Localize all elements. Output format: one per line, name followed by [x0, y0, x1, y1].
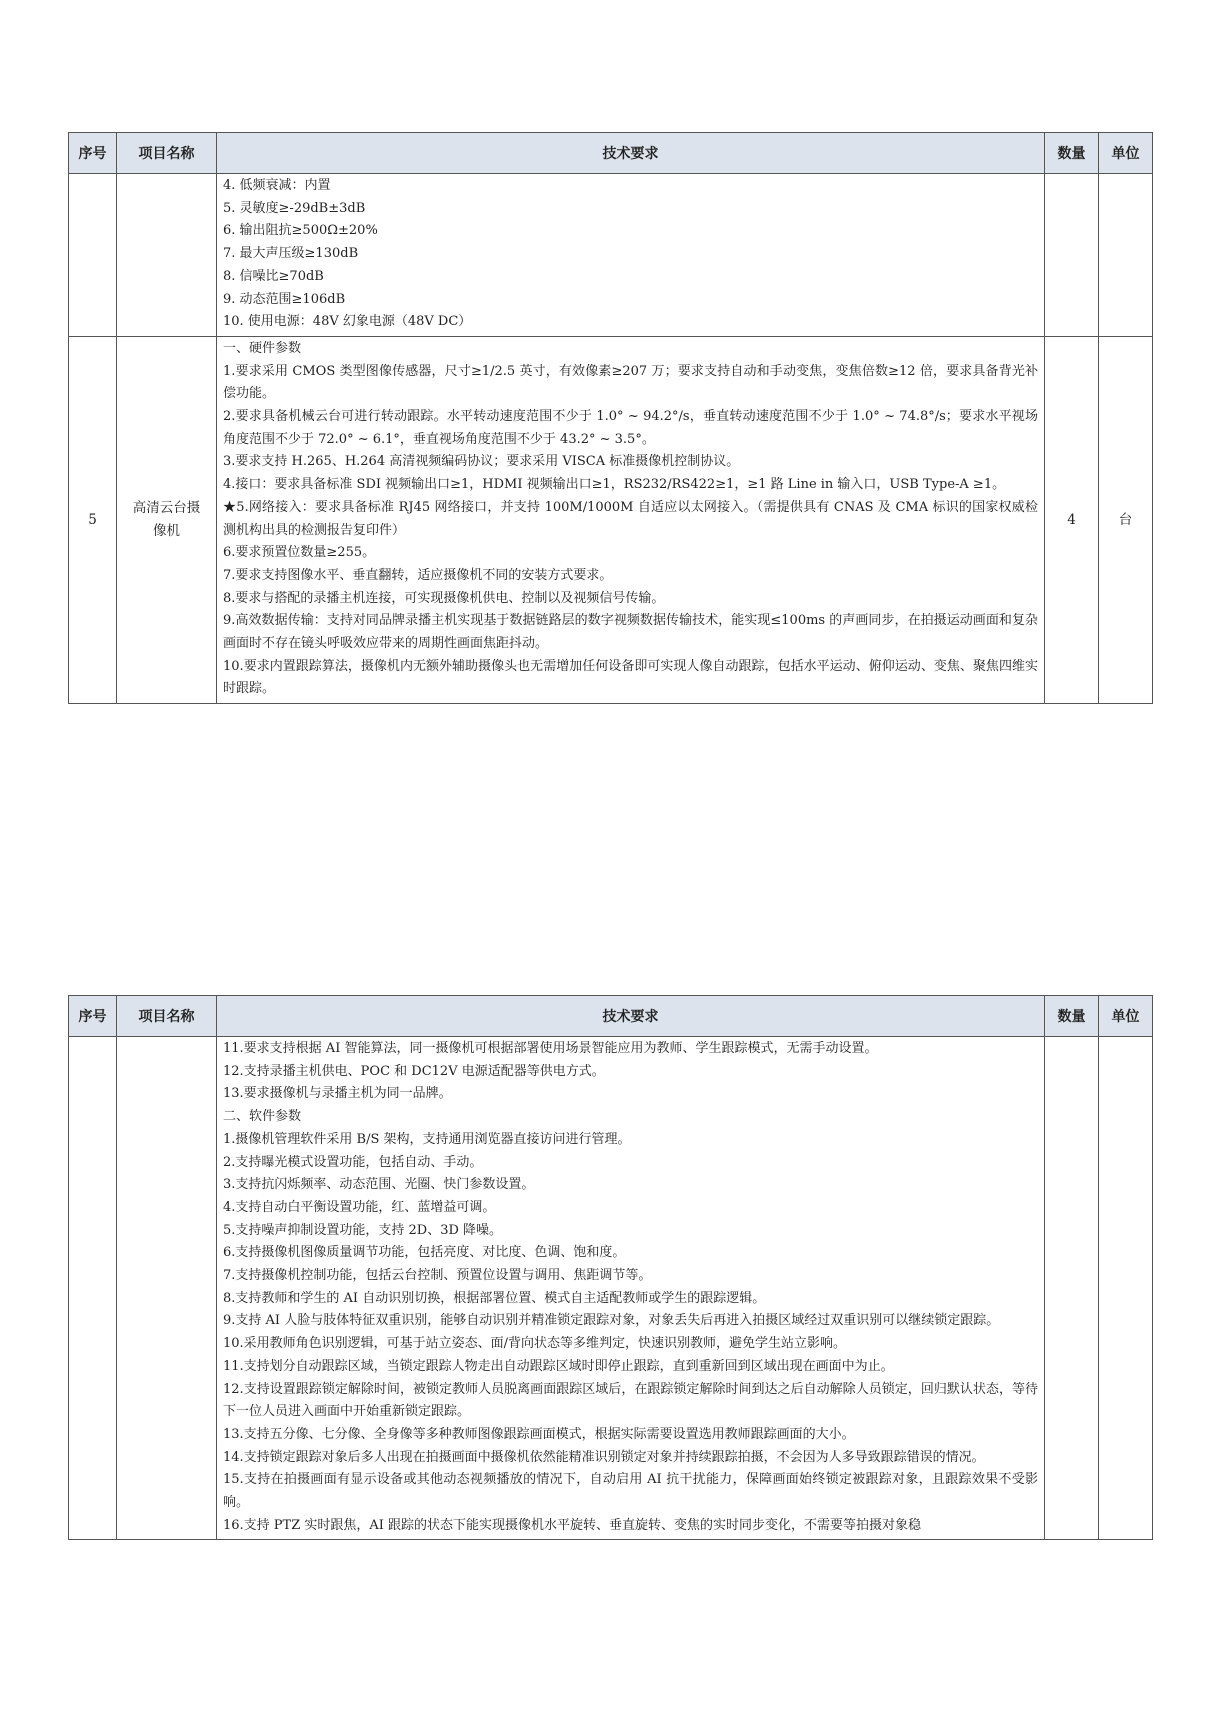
cell-unit: 台	[1099, 336, 1153, 703]
req-line: 9.高效数据传输：支持对同品牌录播主机实现基于数据链路层的数字视频数据传输技术，能实现≤100ms 的声画同步，在拍摄运动画面和复杂画面时不存在镜头呼吸效应带来的周期性画面焦距抖动。	[223, 613, 1038, 652]
req-line: 14.支持锁定跟踪对象后多人出现在拍摄画面中摄像机依然能精准识别锁定对象并持续跟踪拍摄，不会因为人多导致跟踪错误的情况。	[223, 1449, 985, 1465]
req-line: 15.支持在拍摄画面有显示设备或其他动态视频播放的情况下，自动启用 AI 抗干扰能力，保障画面始终锁定被跟踪对象，且跟踪效果不受影响。	[223, 1472, 1038, 1511]
spec-table-2	[68, 995, 1153, 1540]
cell-seq	[69, 174, 117, 337]
header-unit: 单位	[1099, 133, 1153, 174]
req-line: 9. 动态范围≥106dB	[223, 291, 346, 307]
spec-table-1	[68, 132, 1153, 704]
req-line: 6. 输出阻抗≥500Ω±20%	[223, 223, 378, 239]
header-requirements: 技术要求	[217, 996, 1045, 1037]
header-seq: 序号	[69, 996, 117, 1037]
req-line: 1.摄像机管理软件采用 B/S 架构，支持通用浏览器直接访问进行管理。	[223, 1131, 631, 1147]
req-line: 8.要求与搭配的录播主机连接，可实现摄像机供电、控制以及视频信号传输。	[223, 590, 665, 606]
req-line: 9.支持 AI 人脸与肢体特征双重识别，能够自动识别并精准锁定跟踪对象，对象丢失后再进入拍摄区域经过双重识别可以继续锁定跟踪。	[223, 1313, 1000, 1329]
table-header-row	[69, 996, 1153, 1037]
req-line: 6.要求预置位数量≥255。	[223, 545, 376, 561]
header-unit: 单位	[1099, 996, 1153, 1037]
header-name: 项目名称	[117, 133, 217, 174]
req-line: 5.支持噪声抑制设置功能，支持 2D、3D 降噪。	[223, 1222, 503, 1238]
req-line: 16.支持 PTZ 实时跟焦，AI 跟踪的状态下能实现摄像机水平旋转、垂直旋转、变焦的实时同步变化，不需要等拍摄对象稳	[223, 1517, 922, 1533]
header-quantity: 数量	[1045, 996, 1099, 1037]
req-line: 5. 灵敏度≥-29dB±3dB	[223, 200, 366, 216]
req-line: 7.要求支持图像水平、垂直翻转，适应摄像机不同的安装方式要求。	[223, 567, 613, 583]
cell-requirements	[217, 174, 1045, 337]
req-line: 4. 低频衰减：内置	[223, 178, 331, 193]
req-line: 10.采用教师角色识别逻辑，可基于站立姿态、面/背向状态等多维判定，快速识别教师，避免学生站立影响。	[223, 1336, 847, 1352]
cell-seq	[69, 1037, 117, 1540]
req-line: 二、软件参数	[223, 1109, 302, 1125]
req-line: 12.支持录播主机供电、POC 和 DC12V 电源适配器等供电方式。	[223, 1063, 605, 1079]
cell-quantity	[1045, 174, 1099, 337]
req-line: 一、硬件参数	[223, 340, 302, 356]
req-line: 10.要求内置跟踪算法，摄像机内无额外辅助摄像头也无需增加任何设备即可实现人像自动跟踪，包括水平运动、俯仰运动、变焦、聚焦四维实时跟踪。	[223, 658, 1038, 697]
req-line: 2.要求具备机械云台可进行转动跟踪。水平转动速度范围不少于 1.0° ~ 94.2°/s，垂直转动速度范围不少于 1.0° ~ 74.8°/s；要求水平视场角度范围不少于 72.0° ~ 6.1°，垂直视场角度范围不少于 43.2° ~ 3.5°。	[223, 409, 1038, 447]
cell-quantity	[1045, 1037, 1099, 1540]
cell-seq: 5	[69, 336, 117, 703]
req-line: 4.接口：要求具备标准 SDI 视频输出口≥1，HDMI 视频输出口≥1，RS232/RS422≥1，≥1 路 Line in 输入口，USB Type-A ≥1。	[223, 477, 1006, 493]
req-line: 7. 最大声压级≥130dB	[223, 246, 359, 262]
req-line: 3.要求支持 H.265、H.264 高清视频编码协议；要求采用 VISCA 标准摄像机控制协议。	[223, 454, 740, 470]
req-line: 3.支持抗闪烁频率、动态范围、光圈、快门参数设置。	[223, 1177, 535, 1193]
req-line: 7.支持摄像机控制功能，包括云台控制、预置位设置与调用、焦距调节等。	[223, 1268, 652, 1284]
req-line: 13.要求摄像机与录播主机为同一品牌。	[223, 1086, 452, 1102]
cell-name	[117, 1037, 217, 1540]
header-requirements: 技术要求	[217, 133, 1045, 174]
cell-unit	[1099, 1037, 1153, 1540]
cell-requirements	[217, 1037, 1045, 1540]
table-row	[69, 336, 1153, 703]
req-line: 2.支持曝光模式设置功能，包括自动、手动。	[223, 1154, 483, 1170]
cell-name	[117, 174, 217, 337]
cell-requirements	[217, 336, 1045, 703]
table-row	[69, 1037, 1153, 1540]
req-line: 8. 信噪比≥70dB	[223, 268, 324, 284]
req-line: 11.要求支持根据 AI 智能算法，同一摄像机可根据部署使用场景智能应用为教师、学生跟踪模式，无需手动设置。	[223, 1041, 878, 1056]
header-quantity: 数量	[1045, 133, 1099, 174]
req-line: 10. 使用电源：48V 幻象电源（48V DC）	[223, 314, 472, 330]
req-line: 8.支持教师和学生的 AI 自动识别切换，根据部署位置、模式自主适配教师或学生的跟踪逻辑。	[223, 1290, 766, 1306]
table-header-row	[69, 133, 1153, 174]
cell-quantity: 4	[1045, 336, 1099, 703]
req-line: 6.支持摄像机图像质量调节功能，包括亮度、对比度、色调、饱和度。	[223, 1245, 626, 1261]
header-seq: 序号	[69, 133, 117, 174]
cell-name: 高清云台摄像机	[117, 336, 217, 703]
header-name: 项目名称	[117, 996, 217, 1037]
req-line: 11.支持划分自动跟踪区域，当锁定跟踪人物走出自动跟踪区域时即停止跟踪，直到重新回到区域出现在画面中为止。	[223, 1358, 894, 1374]
cell-unit	[1099, 174, 1153, 337]
req-line: 4.支持自动白平衡设置功能，红、蓝增益可调。	[223, 1199, 496, 1215]
req-line: 1.要求采用 CMOS 类型图像传感器，尺寸≥1/2.5 英寸，有效像素≥207 万；要求支持自动和手动变焦，变焦倍数≥12 倍，要求具备背光补偿功能。	[223, 363, 1038, 402]
req-line: 13.支持五分像、七分像、全身像等多种教师图像跟踪画面模式，根据实际需要设置选用教师跟踪画面的大小。	[223, 1426, 855, 1442]
table-row	[69, 174, 1153, 337]
req-line: ★5.网络接入：要求具备标准 RJ45 网络接口，并支持 100M/1000M 自适应以太网接入。（需提供具有 CNAS 及 CMA 标识的国家权威检测机构出具的检测报告复印件）	[223, 499, 1038, 538]
req-line: 12.支持设置跟踪锁定解除时间，被锁定教师人员脱离画面跟踪区域后，在跟踪锁定解除时间到达之后自动解除人员锁定，回归默认状态，等待下一位人员进入画面中开始重新锁定跟踪。	[223, 1381, 1038, 1420]
